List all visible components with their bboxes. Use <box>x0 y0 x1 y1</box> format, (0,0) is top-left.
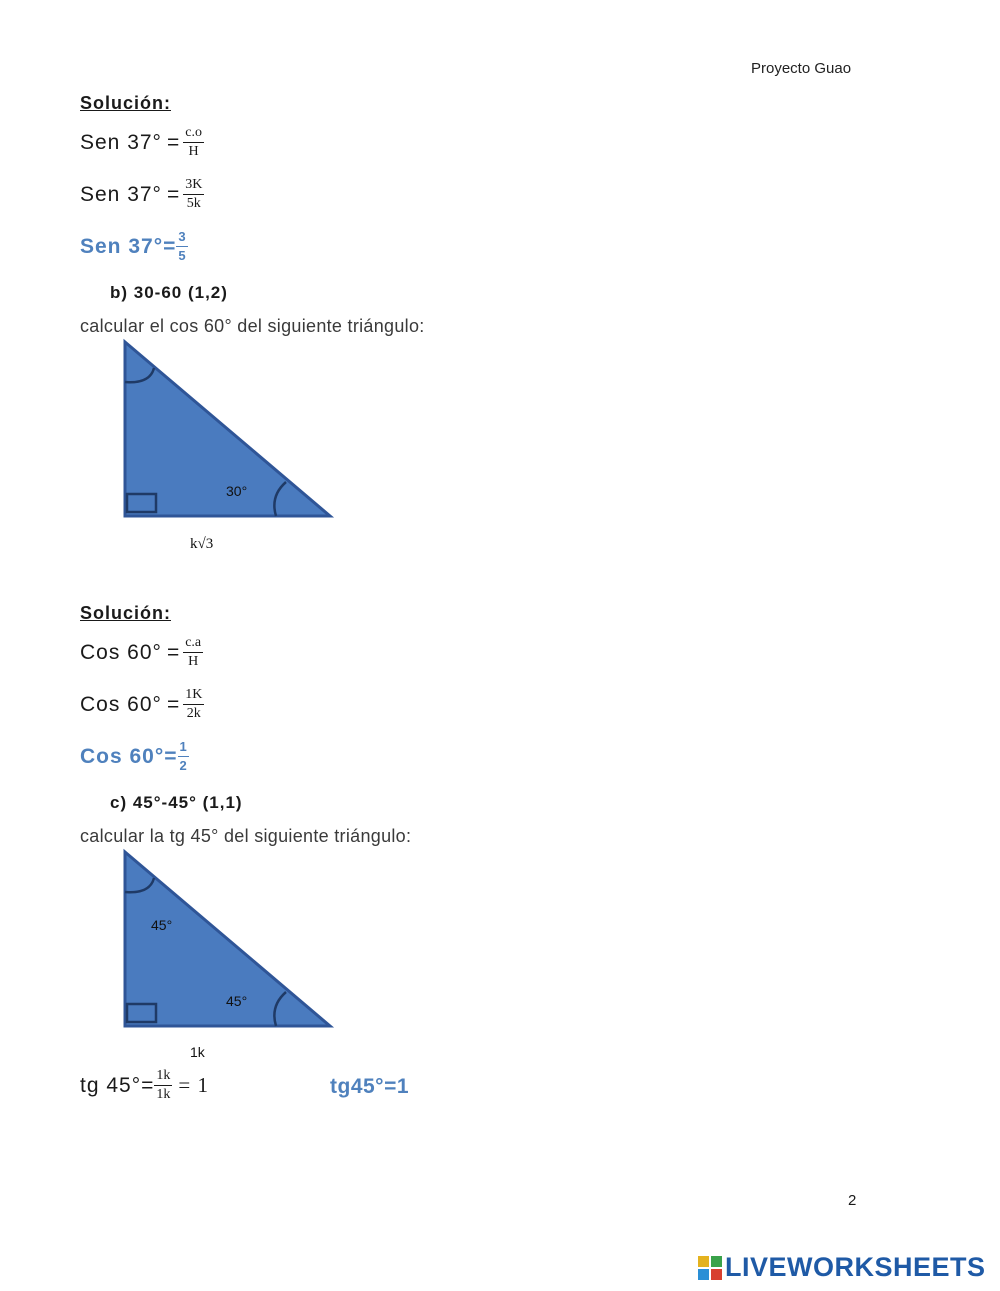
equation-b-2 <box>80 687 204 722</box>
fraction <box>154 1068 172 1103</box>
denominator: H <box>188 654 199 669</box>
numerator: 1 <box>178 739 189 757</box>
prompt-b: calcular el cos 60° del siguiente triángulo: <box>80 316 425 336</box>
fraction <box>183 635 203 670</box>
fraction <box>178 739 189 774</box>
result-b <box>80 739 189 774</box>
fraction <box>176 229 187 264</box>
equals-sign: = <box>166 692 181 716</box>
solution-label-b: Solución: <box>80 603 171 623</box>
denominator: 5k <box>186 196 201 211</box>
brand-name: LIVEWORKSHEETS <box>725 1252 986 1282</box>
numerator: 1K <box>183 687 204 705</box>
header-project: Proyecto Guao <box>751 60 852 77</box>
prompt-c: calcular la tg 45° del siguiente triángulo: <box>80 826 412 846</box>
equation-a-1 <box>80 125 204 160</box>
angle-label-30: 30° <box>226 483 248 499</box>
denominator: 2 <box>179 758 187 773</box>
denominator: 5 <box>178 248 186 263</box>
angle-label-45-top: 45° <box>151 917 173 933</box>
fraction <box>183 125 204 160</box>
denominator: H <box>188 144 199 159</box>
numerator: 3K <box>183 177 204 195</box>
equation-a-2 <box>80 177 204 212</box>
solution-label-a: Solución: <box>80 93 171 113</box>
denominator: 1k <box>156 1087 171 1102</box>
item-b-title: b) 30-60 (1,2) <box>110 283 228 302</box>
angle-label-45-bottom: 45° <box>226 993 248 1009</box>
page-number: 2 <box>848 1192 857 1209</box>
equation-label: Cos 60° <box>80 692 162 716</box>
numerator: 1k <box>154 1068 172 1086</box>
item-c-title: c) 45°-45° (1,1) <box>110 793 243 812</box>
result-label: Cos 60°= <box>80 744 178 768</box>
equation-label: Cos 60° <box>80 640 162 664</box>
equals-sign: = <box>166 130 181 154</box>
numerator: c.o <box>183 125 204 143</box>
liveworksheets-icon <box>698 1256 722 1280</box>
fraction <box>183 687 204 722</box>
equation-label: Sen 37° <box>80 182 162 206</box>
equals-sign: = <box>166 182 181 206</box>
fraction <box>183 177 204 212</box>
side-label-b: k√3 <box>190 536 214 552</box>
side-label-c: 1k <box>190 1044 205 1060</box>
equation-tail: = 1 <box>178 1073 209 1097</box>
equation-c <box>80 1068 209 1103</box>
equation-b-1 <box>80 635 203 670</box>
result-label: Sen 37°= <box>80 234 177 258</box>
equals-sign: = <box>166 640 181 664</box>
equation-label: tg 45°= <box>80 1073 155 1097</box>
brand-logo <box>698 1252 986 1283</box>
result-a <box>80 229 188 264</box>
numerator: c.a <box>183 635 203 653</box>
denominator: 2k <box>186 706 201 721</box>
result-c: tg45°=1 <box>330 1075 410 1098</box>
equation-label: Sen 37° <box>80 130 162 154</box>
numerator: 3 <box>176 229 187 247</box>
